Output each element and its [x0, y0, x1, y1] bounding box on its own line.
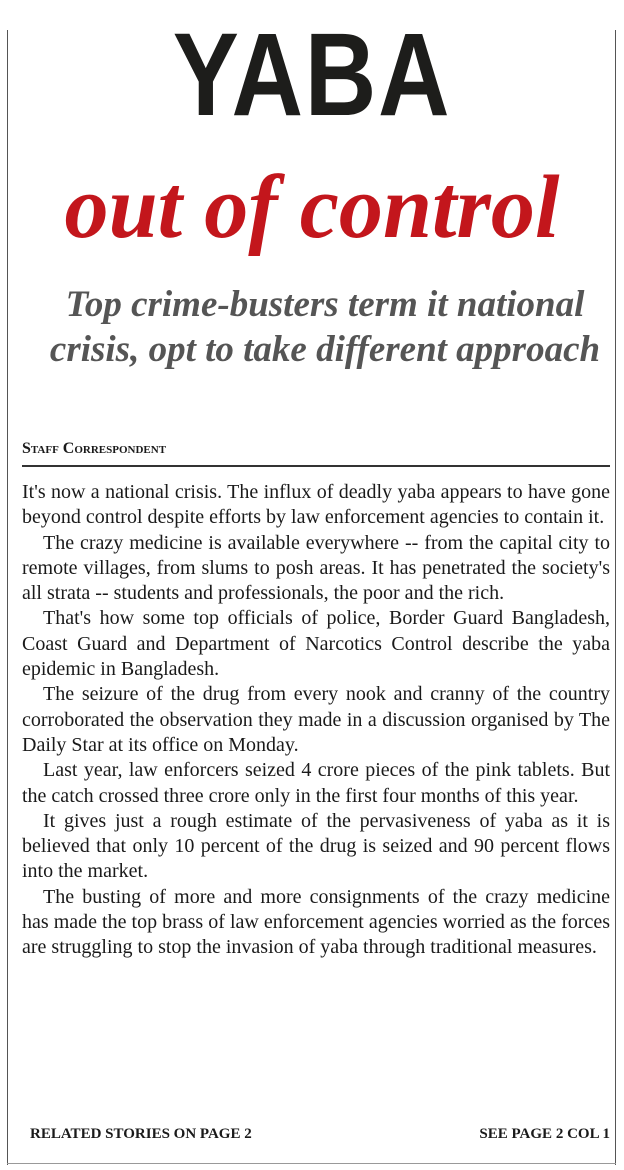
paragraph: It's now a national crisis. The influx of deadly yaba appears to have gone beyond control despite efforts by law enforcement agencies to contain it. — [22, 481, 610, 529]
continued-jump-link[interactable]: SEE PAGE 2 COL 1 — [479, 1126, 610, 1142]
byline: Staff Correspondent — [22, 440, 167, 457]
deck-subheadline: Top crime-busters term it national crisis, opt to take different approach — [49, 284, 601, 370]
related-stories-link[interactable]: RELATED STORIES ON PAGE 2 — [30, 1126, 252, 1142]
paragraph: That's how some top officials of police, Border Guard Bangladesh, Coast Guard and Department of Narcotics Control describe the yaba epidemic in Bangladesh. — [22, 607, 610, 681]
paragraph: Last year, law enforcers seized 4 crore pieces of the pink tablets. But the catch crossed three crore only in the first four months of this year. — [22, 759, 610, 807]
paragraph: It gives just a rough estimate of the pervasiveness of yaba as it is believed that only 10 percent of the drug is seized and 90 percent flows into the market. — [22, 809, 610, 883]
article-body — [22, 480, 610, 961]
headline-main: YABA — [172, 9, 452, 141]
paragraph: The seizure of the drug from every nook and cranny of the country corroborated the observation they made in a discussion organised by The Daily Star at its office on Monday. — [22, 683, 610, 756]
headline-secondary: out of control — [64, 158, 560, 257]
byline-rule — [22, 465, 610, 467]
paragraph: The busting of more and more consignments of the crazy medicine has made the top brass of law enforcement agencies worried as the forces are struggling to stop the invasion of yaba through traditional measures. — [22, 885, 610, 959]
bottom-rule — [7, 1163, 616, 1164]
paragraph: The crazy medicine is available everywhere -- from the capital city to remote villages, from slums to posh areas. It has penetrated the society's all strata -- students and professionals, the poor and the rich. — [22, 531, 610, 605]
